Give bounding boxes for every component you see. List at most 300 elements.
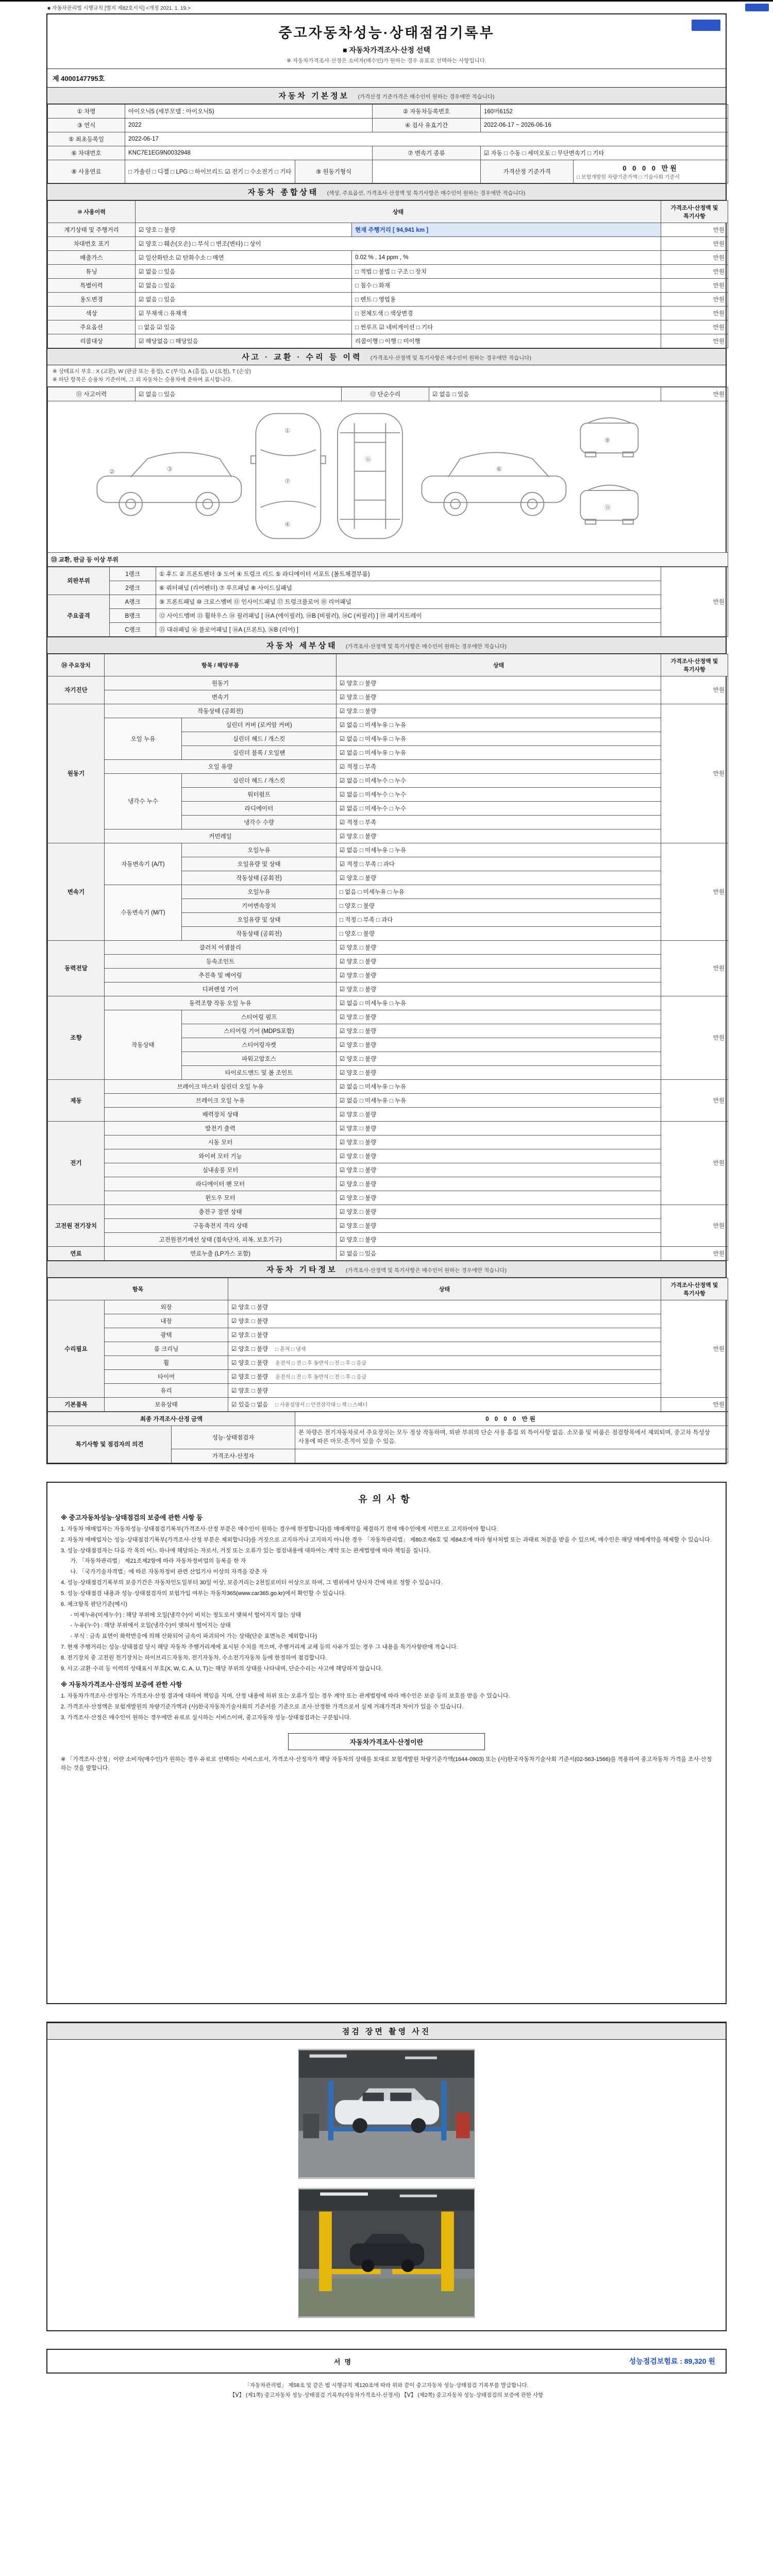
table-row	[48, 223, 728, 237]
column-header: 가격조사·산정액 및 특기사항	[661, 654, 728, 676]
item-label: 계기상태 및 주행거리	[48, 223, 136, 237]
state-cell[interactable]: ☑ 양호 □ 불량	[228, 1328, 661, 1342]
column-header: 가격조사·산정액 및 특기사항	[661, 1278, 728, 1300]
state-cell[interactable]: ☑ 없음 □ 미세누유 □ 누유	[337, 996, 661, 1010]
section-title: 자동차 세부상태	[266, 641, 338, 650]
state-cell[interactable]: ☑ 없음 □ 미세누수 □ 누수	[337, 773, 661, 787]
state-cell[interactable]: ☑ 양호 □ 훼손(오손) □ 부식 □ 변조(변타) □ 상이	[136, 237, 661, 251]
state-cell[interactable]: □ 양호 □ 불량	[337, 926, 661, 940]
svg-text:⑥: ⑥	[496, 465, 502, 473]
item-label: 충전구 절연 상태	[105, 1205, 337, 1218]
table-row	[48, 1355, 728, 1369]
section-note: (색상, 주요옵션, 가격조사·산정액 및 특기사항은 매수인이 원하는 경우에만 적습니다)	[327, 190, 526, 196]
state-cell[interactable]: ☑ 양호 □ 불량	[337, 676, 661, 690]
state-cell[interactable]: ☑ 없음 □ 있음	[136, 293, 352, 307]
state-cell[interactable]: 리콜이행 □ 이행 □ 미이행	[352, 334, 661, 348]
inspector-label: 성능·상태점검자	[172, 1426, 295, 1449]
section-note: (가격조사·산정액 및 특기사항은 매수인이 원하는 경우에만 적습니다)	[346, 643, 507, 650]
notice-item: 1. 자동차 매매업자는 자동차성능·상태점검기록부(가격조사·산정 부분은 매수인이 원하는 경우에 한정합니다)를 매매계약을 체결하기 전에 매수인에게 서면으로 고지하여야 합니다.	[61, 1526, 498, 1532]
section-title: 점검 장면 촬영 사진	[342, 2027, 431, 2036]
item-label: 실내송풍 모터	[105, 1163, 337, 1177]
price-survey-select-note: ※ 자동차가격조사·산정은 소비자(매수인)가 원하는 경우 유료로 선택하는 사항입니다.	[287, 58, 486, 64]
table-row	[48, 759, 728, 773]
selection-badge[interactable]	[692, 20, 720, 31]
state-extra-checkboxes[interactable]: □ 사용설명서 □ 안전삼각대 □ 잭 □ 스패너	[275, 1402, 368, 1408]
table-row	[48, 1191, 728, 1205]
field-label: ⑧ 사용연료	[48, 160, 125, 183]
table-row	[48, 1121, 728, 1135]
state-cell[interactable]: ☑ 양호 □ 불량	[136, 223, 352, 237]
table-row	[48, 1300, 728, 1314]
table-row	[48, 622, 728, 636]
fee-label: 성능점검보험료 :	[629, 2357, 682, 2365]
table-row	[48, 996, 728, 1010]
column-header: 항목	[48, 1278, 228, 1300]
opinion-section-label: 특기사항 및 점검자의 의견	[48, 1426, 172, 1463]
legend-line: ※ 상태표시 부호 : X (교환), W (판금 또는 용접), C (부식), A (흠집), U (요철), T (손상)	[53, 368, 251, 375]
inspection-period-value: 2022-06-17 ~ 2026-06-16	[481, 118, 728, 132]
item-label: 오일유량 및 상태	[182, 912, 337, 926]
state-cell[interactable]: ☑ 양호 □ 불량	[337, 690, 661, 704]
price-cell: 만원	[661, 1205, 728, 1246]
state-cell[interactable]: ☑ 일산화탄소 ☑ 탄화수소 □ 매연	[136, 251, 352, 265]
state-cell[interactable]: □ 없음 ☑ 있음	[136, 320, 352, 334]
table-row	[48, 105, 728, 118]
price-cell: 만원	[661, 567, 728, 636]
engine-type-value	[373, 160, 481, 183]
item-label: 원동기	[105, 676, 337, 690]
state-cell[interactable]: ☑ 양호 □ 불량	[337, 1065, 661, 1079]
state-cell[interactable]: ☑ 양호 □ 불량	[337, 1010, 661, 1024]
group-label: 동력전달	[48, 940, 105, 996]
price-cell: 만원	[661, 1397, 728, 1411]
state-cell[interactable]: ☑ 양호 □ 불량	[337, 1191, 661, 1205]
table-row	[48, 608, 728, 622]
table-row	[48, 676, 728, 690]
state-cell[interactable]: ☑ 없음 □ 미세누유 □ 누유	[337, 745, 661, 759]
section-title: 자동차 기본정보	[278, 92, 350, 100]
accident-history-table	[47, 387, 728, 567]
table-header-row	[48, 654, 728, 676]
state-cell[interactable]: ☑ 양호 □ 불량	[337, 982, 661, 996]
column-header: ⑩ 사용이력	[48, 201, 136, 223]
state-cell[interactable]: ☑ 적정 □ 부족 □ 과다	[337, 857, 661, 871]
state-cell[interactable]: ☑ 양호 □ 불량	[337, 1232, 661, 1246]
field-label: ② 자동차등록번호	[373, 105, 481, 118]
section-title: 자동차 기타정보	[266, 1265, 338, 1274]
subgroup-label: 수동변속기 (M/T)	[105, 885, 182, 940]
column-header: 상태	[136, 201, 661, 223]
state-cell[interactable]: ☑ 없음 □ 미세누유 □ 누유	[337, 1079, 661, 1093]
state-cell[interactable]: ☑ 양호 □ 불량	[337, 1024, 661, 1038]
rank-label: 2랭크	[110, 581, 156, 595]
notice-list-1	[61, 1525, 712, 1673]
state-cell[interactable]: □ 전체도색 □ 색상변경	[352, 307, 661, 320]
table-row	[48, 160, 728, 183]
rank-label: B랭크	[110, 608, 156, 622]
final-price-label: 최종 가격조사·산정 금액	[48, 1412, 295, 1426]
footer-legal-text	[46, 2380, 727, 2414]
table-row	[48, 690, 728, 704]
group-label: 수리필요	[48, 1300, 105, 1397]
price-cell: 만원	[661, 307, 728, 320]
state-cell[interactable]: ☑ 양호 □ 불량	[337, 1038, 661, 1052]
zone-label: 주요골격	[48, 595, 110, 636]
table-row	[48, 1369, 728, 1383]
car-diagram-cell	[48, 401, 728, 552]
table-header-row	[48, 201, 728, 223]
item-label: 오일 유량	[105, 759, 337, 773]
group-label: 연료	[48, 1246, 105, 1260]
table-row	[48, 954, 728, 968]
transmission-checkboxes[interactable]: ☑ 자동 □ 수동 □ 세미오토 □ 무단변속기 □ 기타	[481, 146, 728, 160]
item-label: 실린더 헤드 / 개스킷	[182, 732, 337, 745]
state-cell[interactable]: ☑ 양호 □ 불량	[337, 1149, 661, 1163]
table-row	[48, 1107, 728, 1121]
state-cell[interactable]: ☑ 무채색 □ 유채색	[136, 307, 352, 320]
base-price-source-checkboxes[interactable]: □ 보험개발원 차량기준가액 □ 기술사회 기준서	[577, 175, 680, 180]
item-label: 클러치 어셈블리	[105, 940, 337, 954]
state-cell[interactable]: ☑ 양호 □ 불량	[228, 1314, 661, 1328]
item-label: 특별이력	[48, 279, 136, 293]
base-price-value: 0 0 0 0 만원	[623, 164, 679, 172]
table-row	[48, 237, 728, 251]
state-cell[interactable]: ☑ 있음 □ 없음 □ 사용설명서 □ 안전삼각대 □ 잭 □ 스패너	[228, 1397, 661, 1411]
state-cell[interactable]: ☑ 양호 □ 불량	[337, 1163, 661, 1177]
price-cell: 만원	[661, 293, 728, 307]
table-row	[48, 251, 728, 265]
accident-history-checkboxes[interactable]: ☑ 없음 □ 있음	[136, 387, 342, 401]
notice-subtitle-2: ※ 자동차가격조사·산정의 보증에 관한 사항	[61, 1681, 182, 1689]
item-label: 주요옵션	[48, 320, 136, 334]
state-cell[interactable]: ☑ 없음 □ 미세누유 □ 누유	[337, 732, 661, 745]
state-cell[interactable]: ☑ 양호 □ 불량	[337, 1205, 661, 1218]
top-meta	[0, 2, 773, 11]
group-label: 고전원 전기장치	[48, 1205, 105, 1246]
state-cell[interactable]: ☑ 해당없음 □ 해당있음	[136, 334, 352, 348]
price-cell: 만원	[661, 676, 728, 704]
state-cell[interactable]: ☑ 양호 □ 불량 운전석 □ 전 □ 후 동반석 □ 전 □ 후 □ 응급	[228, 1355, 661, 1369]
price-cell: 만원	[661, 1079, 728, 1121]
car-name-value: 아이오닉5 (세부모델 : 아이오닉5)	[125, 105, 373, 118]
state-cell[interactable]: □ 없음 □ 미세누유 □ 누유	[337, 885, 661, 899]
item-label: 윈도우 모터	[105, 1191, 337, 1205]
state-cell: 0.02 % , 14 ppm , %	[352, 251, 661, 265]
notice-item: 5. 성능·상태점검 내용과 성능·상태점검자의 보험가입 여부는 자동차365(www.car365.go.kr)에서 확인할 수 있습니다.	[61, 1590, 346, 1597]
state-cell[interactable]: □ 썬루프 ☑ 네비게이션 □ 기타	[352, 320, 661, 334]
item-label: 라디에이터	[182, 801, 337, 815]
notice-item: 가. 「자동차관리법」 제21조제2항에 따라 자동차정비업의 등록을 한 자	[61, 1558, 246, 1565]
notice-item: 3. 가격조사·산정은 매수인이 원하는 경우에만 유료로 실시하는 서비스이며, 중고자동차 성능·상태점검과는 구분됩니다.	[61, 1715, 351, 1721]
table-row	[48, 829, 728, 843]
item-label: 튜닝	[48, 265, 136, 279]
table-row	[48, 1232, 728, 1246]
item-label: 실린더 헤드 / 개스킷	[182, 773, 337, 787]
price-cell: 만원	[661, 1246, 728, 1260]
table-row	[48, 334, 728, 348]
price-cell: 만원	[661, 387, 728, 401]
price-cell: 만원	[661, 251, 728, 265]
item-label: 내장	[105, 1314, 228, 1328]
field-label: ⑨ 원동기형식	[295, 160, 373, 183]
notice-item: 7. 현재 주행거리는 성능·상태점검 당시 해당 자동차 주행거리계에 표시된 수치를 적으며, 주행거리계 교체 등의 사유가 있는 경우 그 내용을 특기사항란에 적습니다.	[61, 1643, 458, 1650]
section-note: (가격산정 기준가격은 매수인이 원하는 경우에만 적습니다)	[358, 94, 495, 100]
inspection-photo-1	[298, 2049, 475, 2179]
price-cell: 만원	[661, 1121, 728, 1205]
state-cell[interactable]: ☑ 없음 □ 있음	[136, 265, 352, 279]
item-label: 고전원전기배선 상태 (접속단자, 피복, 보호기구)	[105, 1232, 337, 1246]
state-cell[interactable]: □ 침수 □ 화재	[352, 279, 661, 293]
state-cell[interactable]: ☑ 양호 □ 불량	[337, 968, 661, 982]
table-row	[48, 968, 728, 982]
state-cell[interactable]: □ 적정 □ 부족 □ 과다	[337, 912, 661, 926]
item-label: 색상	[48, 307, 136, 320]
price-cell: 만원	[661, 843, 728, 940]
photo-section-box	[46, 2022, 727, 2331]
state-cell[interactable]: ☑ 양호 □ 불량	[337, 1135, 661, 1149]
panel-items[interactable]: ① 후드 ② 프론트펜더 ③ 도어 ④ 트렁크 리드 ⑤ 라디에이터 서포트 (볼트체결부품)	[156, 567, 661, 581]
group-label: 기본품목	[48, 1397, 105, 1411]
table-row	[48, 982, 728, 996]
footer-line-1: 「자동차관리법」 제58조 및 같은 법 시행규칙 제120조에 따라 위와 같이 중고자동차 성능·상태점검 기록부를 발급합니다.	[244, 2382, 529, 2388]
section-band-comprehensive	[47, 183, 726, 200]
section-title: 자동차 종합상태	[247, 188, 319, 197]
svg-text:⑦: ⑦	[284, 477, 290, 485]
svg-text:①: ①	[284, 427, 290, 434]
state-cell[interactable]: ☑ 없음 □ 미세누수 □ 누수	[337, 801, 661, 815]
table-row	[48, 265, 728, 279]
fuel-checkboxes[interactable]: □ 가솔린 □ 디젤 □ LPG □ 하이브리드 ☑ 전기 □ 수소전기 □ 기타	[125, 160, 295, 183]
column-header: 가격조사·산정액 및 특기사항	[661, 201, 728, 223]
state-cell[interactable]: ☑ 없음 □ 있음	[136, 279, 352, 293]
section-note: (가격조사·산정액 및 특기사항은 매수인이 원하는 경우에만 적습니다)	[346, 1267, 507, 1274]
state-cell[interactable]: ☑ 없음 □ 미세누유 □ 누유	[337, 843, 661, 857]
item-label: 변속기	[105, 690, 337, 704]
group-label: 조향	[48, 996, 105, 1079]
item-label: 오일유량 및 상태	[182, 857, 337, 871]
state-cell[interactable]: ☑ 양호 □ 불량	[337, 1107, 661, 1121]
table-row	[48, 1205, 728, 1218]
signature-label[interactable]: 서명	[333, 2358, 356, 2366]
state-cell[interactable]: ☑ 양호 □ 불량	[337, 1218, 661, 1232]
state-cell[interactable]: ☑ 양호 □ 불량	[337, 940, 661, 954]
state-cell[interactable]: ☑ 양호 □ 불량	[337, 1121, 661, 1135]
item-label: 외장	[105, 1300, 228, 1314]
state-cell[interactable]: ☑ 양호 □ 불량	[337, 871, 661, 885]
price-cell: 만원	[661, 265, 728, 279]
state-cell[interactable]: ☑ 양호 □ 불량 □ 흔적 □ 냄새	[228, 1342, 661, 1355]
state-cell[interactable]: ☑ 양호 □ 불량	[337, 829, 661, 843]
first-registration-value: 2022-06-17	[125, 132, 728, 146]
state-code-legend	[47, 365, 726, 387]
state-cell[interactable]: ☑ 없음 □ 미세누유 □ 누유	[337, 718, 661, 732]
notice-item: 2. 자동차 매매업자는 성능·상태점검기록부(가격조사·산정 부분은 제외합니다)를 거짓으로 고지하거나 고지하지 아니한 경우 「자동차관리법」 제80조제6호 및 제84조에 따라 형사처벌 또는 과태료 처분을 받을 수 있으며, 매수인은 해당 매매계약을 해제할 수 있습니다.	[61, 1536, 712, 1543]
notice-item: - 누유(누수) : 해당 부위에서 오일(냉각수)이 맺혀서 떨어지는 상태	[61, 1622, 231, 1629]
table-row	[48, 1246, 728, 1260]
item-label: 구동축전지 격리 상태	[105, 1218, 337, 1232]
state-cell[interactable]: ☑ 없음 □ 있음	[337, 1246, 661, 1260]
state-extra-checkboxes[interactable]: □ 흔적 □ 냄새	[275, 1346, 306, 1352]
rank-label: C랭크	[110, 622, 156, 636]
state-cell[interactable]: □ 적법 □ 불법 □ 구조 □ 장치	[352, 265, 661, 279]
state-cell[interactable]: ☑ 없음 □ 미세누수 □ 누수	[337, 787, 661, 801]
appraiser-opinion-text	[295, 1449, 728, 1463]
field-label: ① 차명	[48, 105, 125, 118]
table-row	[48, 595, 728, 608]
group-label: 변속기	[48, 843, 105, 940]
item-label: 배력장치 상태	[105, 1107, 337, 1121]
column-header: 상태	[228, 1278, 661, 1300]
subgroup-label: 냉각수 누수	[105, 773, 182, 829]
notice-item: 3. 성능·상태점검자는 다음 각 목의 어느 하나에 해당하는 자로서, 거짓 또는 오류가 있는 점검내용에 대하여는 계약 또는 관계법령에 따라 책임을 집니다.	[61, 1547, 431, 1554]
subgroup-label: 작동상태	[105, 1010, 182, 1079]
corner-badge[interactable]	[745, 4, 769, 11]
field-label: ⑦ 변속기 종류	[373, 146, 481, 160]
table-row	[48, 552, 728, 566]
panel-items[interactable]: ⑥ 쿼터패널 (리어펜더) ⑦ 루프패널 ⑧ 사이드실패널	[156, 581, 661, 595]
svg-text:③: ③	[166, 465, 173, 473]
item-label: 등속조인트	[105, 954, 337, 968]
notice-item: 1. 자동차가격조사·산정자는 가격조사·산정 결과에 대하여 책임을 지며, 산정 내용에 허위 또는 오류가 있는 경우 계약 또는 관계법령에 따라 매수인은 보증 등의 보호를 받을 수 있습니다.	[61, 1693, 510, 1700]
price-cell: 만원	[661, 237, 728, 251]
section-title: 사고 · 교환 · 수리 등 이력	[242, 353, 362, 362]
table-row	[48, 1383, 728, 1397]
item-label: 냉각수 수량	[182, 815, 337, 829]
state-cell[interactable]: ☑ 양호 □ 불량	[337, 1052, 661, 1065]
price-survey-select-label[interactable]: ■ 자동차가격조사·산정 선택	[343, 46, 430, 54]
state-cell[interactable]: ☑ 양호 □ 불량 운전석 □ 전 □ 후 동반석 □ 전 □ 후 □ 응급	[228, 1369, 661, 1383]
table-row	[48, 1314, 728, 1328]
section-band-other	[47, 1261, 726, 1278]
detail-state-table	[47, 654, 728, 1261]
item-label: 차대번호 표기	[48, 237, 136, 251]
simple-repair-checkboxes[interactable]: ☑ 없음 □ 있음	[429, 387, 661, 401]
item-label: 디퍼렌셜 기어	[105, 982, 337, 996]
inspector-opinion-text: 본 차량은 전기자동차로서 주요장치는 모두 정상 작동하며, 외판 부위의 단순 사용 흠집 외 특이사항 없음. 소모품 및 비품은 점검항목에서 제외되며, 중고차 특성상 사용에 따른 마모·흔적이 있을 수 있음.	[295, 1426, 728, 1449]
group-label: 제동	[48, 1079, 105, 1121]
item-label: 커먼레일	[105, 829, 337, 843]
mileage-value: 현재 주행거리 [ 94,941 km ]	[352, 223, 661, 237]
state-extra-checkboxes[interactable]: 운전석 □ 전 □ 후 동반석 □ 전 □ 후 □ 응급	[275, 1374, 366, 1380]
item-label: 동력조향 작동 오일 누유	[105, 996, 337, 1010]
final-price-value: 0 0 0 0 만원	[295, 1412, 728, 1426]
price-cell: 만원	[661, 940, 728, 996]
notice-item: - 미세누유(미세누수) : 해당 부위에 오일(냉각수)이 비치는 정도로서 맺혀서 떨어지지 않는 상태	[61, 1612, 301, 1618]
accident-history-label: ⑪ 사고이력	[48, 387, 136, 401]
document-number: 제 4000147795호	[53, 75, 105, 82]
item-label: 브레이크 마스터 실린더 오일 누유	[105, 1079, 337, 1093]
state-cell[interactable]: ☑ 양호 □ 불량	[337, 954, 661, 968]
notice-box	[46, 1482, 727, 2004]
item-label: 기어변속장치	[182, 899, 337, 912]
table-row	[48, 387, 728, 401]
item-label: 추진축 및 베어링	[105, 968, 337, 982]
svg-text:⑯: ⑯	[364, 455, 371, 463]
state-cell[interactable]: ☑ 없음 □ 미세누유 □ 누유	[337, 1093, 661, 1107]
table-row	[48, 1010, 728, 1024]
state-cell[interactable]: ☑ 양호 □ 불량	[337, 1177, 661, 1191]
item-label: 리콜대상	[48, 334, 136, 348]
subgroup-label: 오일 누유	[105, 718, 182, 759]
panel-items[interactable]: ⑫ 사이드멤버 ⑬ 휠하우스 ⑭ 필러패널 [ ⑭A (에이필러), ⑭B (비필러), ⑭C (씨필러) ] ⑲ 패키지트레이	[156, 608, 661, 622]
table-row	[48, 843, 728, 857]
field-label: ⑥ 차대번호	[48, 146, 125, 160]
model-year-value: 2022	[125, 118, 373, 132]
state-cell[interactable]: ☑ 양호 □ 불량	[337, 704, 661, 718]
price-cell: 만원	[661, 996, 728, 1079]
notice-item: 4. 성능·상태점검기록부의 보증기간은 자동차인도일부터 30일 이상, 보증거리는 2천킬로미터 이상으로 하며, 그 범위에서 당사자 간에 따로 정할 수 있습니다.	[61, 1580, 443, 1586]
table-row	[48, 1412, 728, 1426]
notice-list-2	[61, 1692, 712, 1722]
item-label: 타이로드엔드 및 볼 조인트	[182, 1065, 337, 1079]
item-label: 발전기 출력	[105, 1121, 337, 1135]
section-band-basic	[47, 87, 726, 104]
subgroup-label: 자동변속기 (A/T)	[105, 843, 182, 885]
table-header-row	[48, 1278, 728, 1300]
item-label: 광택	[105, 1328, 228, 1342]
state-extra-checkboxes[interactable]: 운전석 □ 전 □ 후 동반석 □ 전 □ 후 □ 응급	[275, 1360, 366, 1366]
item-label: 와이퍼 모터 기능	[105, 1149, 337, 1163]
panel-items[interactable]: ⑨ 프론트패널 ⑩ 크로스멤버 ⑪ 인사이드패널 ⑰ 트렁크플로어 ⑱ 리어패널	[156, 595, 661, 608]
state-cell[interactable]: □ 렌트 □ 영업용	[352, 293, 661, 307]
item-label: 실린더 블록 / 오일팬	[182, 745, 337, 759]
item-label: 스티어링 펌프	[182, 1010, 337, 1024]
item-label: 실린더 커버 (로커암 커버)	[182, 718, 337, 732]
item-label: 타이어	[105, 1369, 228, 1383]
table-row	[48, 581, 728, 595]
price-cell: 만원	[661, 334, 728, 348]
table-row	[48, 1135, 728, 1149]
table-row	[48, 1426, 728, 1449]
item-label: 오일누유	[182, 885, 337, 899]
price-cell: 만원	[661, 279, 728, 293]
field-label: ⑤ 최초등록일	[48, 132, 125, 146]
table-row	[48, 1397, 728, 1411]
item-label: 휠	[105, 1355, 228, 1369]
table-row	[48, 1177, 728, 1191]
state-cell[interactable]: ☑ 양호 □ 불량	[228, 1383, 661, 1397]
inspection-insurance-fee	[629, 2356, 715, 2366]
rank-label: 1랭크	[110, 567, 156, 581]
state-cell[interactable]: ☑ 적정 □ 부족	[337, 759, 661, 773]
table-row	[48, 940, 728, 954]
rank-label: A랭크	[110, 595, 156, 608]
column-header: 항목 / 해당부품	[105, 654, 337, 676]
state-cell[interactable]: ☑ 양호 □ 불량	[228, 1300, 661, 1314]
field-label: ③ 연식	[48, 118, 125, 132]
state-cell[interactable]: □ 양호 □ 불량	[337, 899, 661, 912]
svg-text:⑨: ⑨	[604, 436, 610, 444]
panel-rank-table	[47, 567, 728, 637]
svg-text:②: ②	[109, 467, 115, 475]
title-block	[47, 14, 726, 69]
table-row	[48, 293, 728, 307]
column-header: 상태	[337, 654, 661, 676]
table-row	[48, 146, 728, 160]
panel-items[interactable]: ⑮ 대쉬패널 ⑯ 플로어패널 [ ⑯A (프론트), ⑯B (리어) ]	[156, 622, 661, 636]
svg-text:⑱: ⑱	[604, 503, 611, 511]
price-survey-definition-title: 자동차가격조사·산정이란	[288, 1733, 485, 1750]
legend-line: ※ 하단 항목은 승용차 기준이며, 그 외 자동차는 승용차에 준하여 표시합니다.	[53, 376, 232, 383]
price-cell: 만원	[661, 320, 728, 334]
simple-repair-label: ⑫ 단순수리	[342, 387, 429, 401]
table-row	[48, 1079, 728, 1093]
price-cell: 만원	[661, 223, 728, 237]
comprehensive-table	[47, 200, 728, 348]
state-cell[interactable]: ☑ 적정 □ 부족	[337, 815, 661, 829]
table-row	[48, 718, 728, 732]
column-header: ⑭ 주요장치	[48, 654, 105, 676]
